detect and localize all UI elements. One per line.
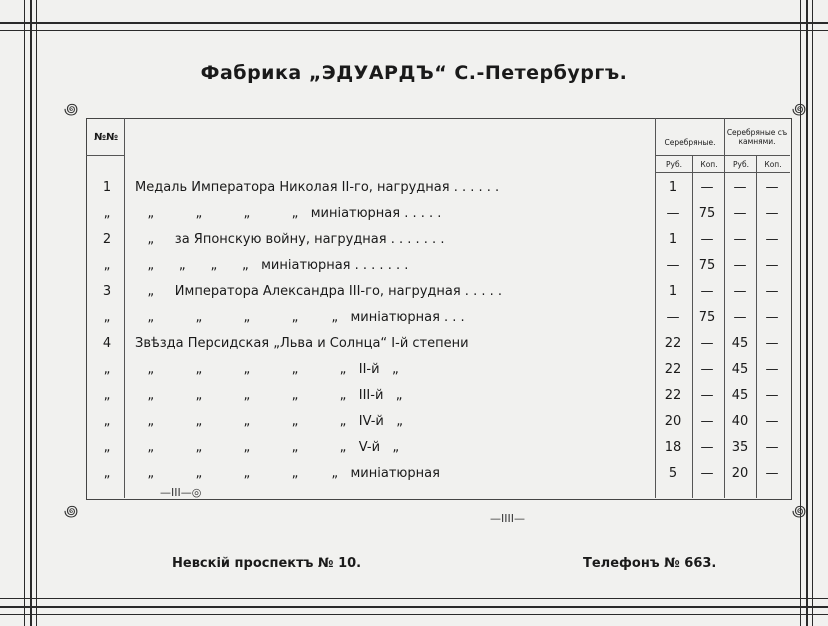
row-number: 4 (102, 336, 112, 351)
ornament-bottom-right: ꩜ (792, 502, 807, 520)
header-silver: Серебряные. (664, 138, 716, 147)
silver-rub: 20 (664, 414, 682, 429)
header-no: №№ (94, 132, 119, 143)
table-row (0, 310, 828, 336)
row-description: „ „ „ „ „ миніатюрная . . . (135, 310, 465, 325)
frame-top-line-1 (0, 22, 828, 24)
silver-kop: — (700, 336, 714, 351)
row-description: „ „ „ „ „ миніатюрная (135, 466, 440, 481)
stones-kop: — (765, 310, 779, 325)
silver-kop: — (700, 232, 714, 247)
header-silver-rub: Руб. (666, 160, 682, 169)
row-number: „ (103, 414, 111, 429)
silver-rub: 22 (664, 362, 682, 377)
row-number: 3 (102, 284, 112, 299)
silver-kop: — (700, 284, 714, 299)
stones-kop: — (765, 388, 779, 403)
footer-address: Невскій проспектъ № 10. (172, 556, 362, 571)
frame-bottom-line-2 (0, 606, 828, 608)
header-bottom-divider (655, 172, 790, 173)
stones-kop: — (765, 180, 779, 195)
stones-rub: 20 (731, 466, 749, 481)
silver-rub: 1 (668, 232, 678, 247)
stones-kop: — (765, 232, 779, 247)
row-description: „ „ „ „ „ IV-й „ (135, 414, 403, 429)
stones-rub: — (733, 284, 747, 299)
stones-rub: — (733, 232, 747, 247)
header-stones-rub: Руб. (733, 160, 749, 169)
table-row (0, 206, 828, 232)
stones-kop: — (765, 284, 779, 299)
row-description: „ за Японскую войну, нагрудная . . . . . . . (135, 232, 445, 247)
table-row (0, 284, 828, 310)
stones-rub: — (733, 180, 747, 195)
silver-rub: 22 (664, 336, 682, 351)
stones-kop: — (765, 258, 779, 273)
row-description: „ Императора Александра III-го, нагрудная . . . . . (135, 284, 503, 299)
row-description: „ „ „ „ „ III-й „ (135, 388, 403, 403)
header-divider-no (86, 155, 124, 156)
row-description: „ „ „ „ „ V-й „ (135, 440, 400, 455)
row-number: 1 (102, 180, 112, 195)
silver-rub: 5 (668, 466, 678, 481)
silver-rub: — (666, 258, 680, 273)
stones-rub: 45 (731, 388, 749, 403)
silver-kop: — (700, 440, 714, 455)
stones-kop: — (765, 336, 779, 351)
silver-kop: 75 (698, 206, 716, 221)
silver-rub: 22 (664, 388, 682, 403)
silver-kop: — (700, 362, 714, 377)
header-silver-kop: Коп. (700, 160, 718, 169)
row-description: Звѣзда Персидская „Льва и Солнца“ I-й степени (135, 336, 469, 351)
silver-kop: 75 (698, 310, 716, 325)
stones-rub: — (733, 310, 747, 325)
ornament-bar-left: —III—◎ (160, 486, 202, 499)
silver-kop: — (700, 388, 714, 403)
header-divider-prices (655, 155, 790, 156)
stones-rub: 35 (731, 440, 749, 455)
stones-kop: — (765, 206, 779, 221)
row-number: „ (103, 388, 111, 403)
table-row (0, 336, 828, 362)
silver-kop: — (700, 414, 714, 429)
row-description: „ „ „ „ миніатюрная . . . . . . . (135, 258, 409, 273)
table-row (0, 232, 828, 258)
header-stones-kop: Коп. (764, 160, 782, 169)
header-silver-stones: Серебряные съ камнями. (726, 128, 788, 146)
silver-rub: — (666, 206, 680, 221)
silver-rub: 18 (664, 440, 682, 455)
frame-bottom-line-1 (0, 598, 828, 599)
table-row (0, 258, 828, 284)
footer-phone: Телефонъ № 663. (583, 556, 717, 571)
frame-bottom-line-3 (0, 614, 828, 615)
table-row (0, 388, 828, 414)
silver-rub: 1 (668, 180, 678, 195)
stones-rub: — (733, 258, 747, 273)
stones-rub: — (733, 206, 747, 221)
stones-kop: — (765, 440, 779, 455)
table-row (0, 466, 828, 492)
ornament-top-left: ꩜ (64, 100, 79, 118)
row-number: „ (103, 440, 111, 455)
row-number: „ (103, 466, 111, 481)
ornament-top-right: ꩜ (792, 100, 807, 118)
row-number: „ (103, 258, 111, 273)
row-description: Медаль Императора Николая II-го, нагрудная . . . . . . (135, 180, 500, 195)
silver-rub: — (666, 310, 680, 325)
silver-kop: — (700, 466, 714, 481)
stones-rub: 40 (731, 414, 749, 429)
row-number: „ (103, 206, 111, 221)
row-description: „ „ „ „ „ II-й „ (135, 362, 399, 377)
ornament-bar-right: —IIII— (490, 512, 525, 525)
silver-rub: 1 (668, 284, 678, 299)
row-number: „ (103, 310, 111, 325)
stones-rub: 45 (731, 336, 749, 351)
table-row (0, 414, 828, 440)
table-row (0, 440, 828, 466)
stones-kop: — (765, 414, 779, 429)
stones-rub: 45 (731, 362, 749, 377)
silver-kop: — (700, 180, 714, 195)
ornament-bottom-left: ꩜ (64, 502, 79, 520)
silver-kop: 75 (698, 258, 716, 273)
stones-kop: — (765, 362, 779, 377)
table-row (0, 180, 828, 206)
row-number: „ (103, 362, 111, 377)
page-title: Фабрика „ЭДУАРДЪ“ С.-Петербургъ. (200, 62, 628, 84)
frame-top-line-2 (0, 30, 828, 31)
row-number: 2 (102, 232, 112, 247)
row-description: „ „ „ „ миніатюрная . . . . . (135, 206, 442, 221)
stones-kop: — (765, 466, 779, 481)
table-row (0, 362, 828, 388)
